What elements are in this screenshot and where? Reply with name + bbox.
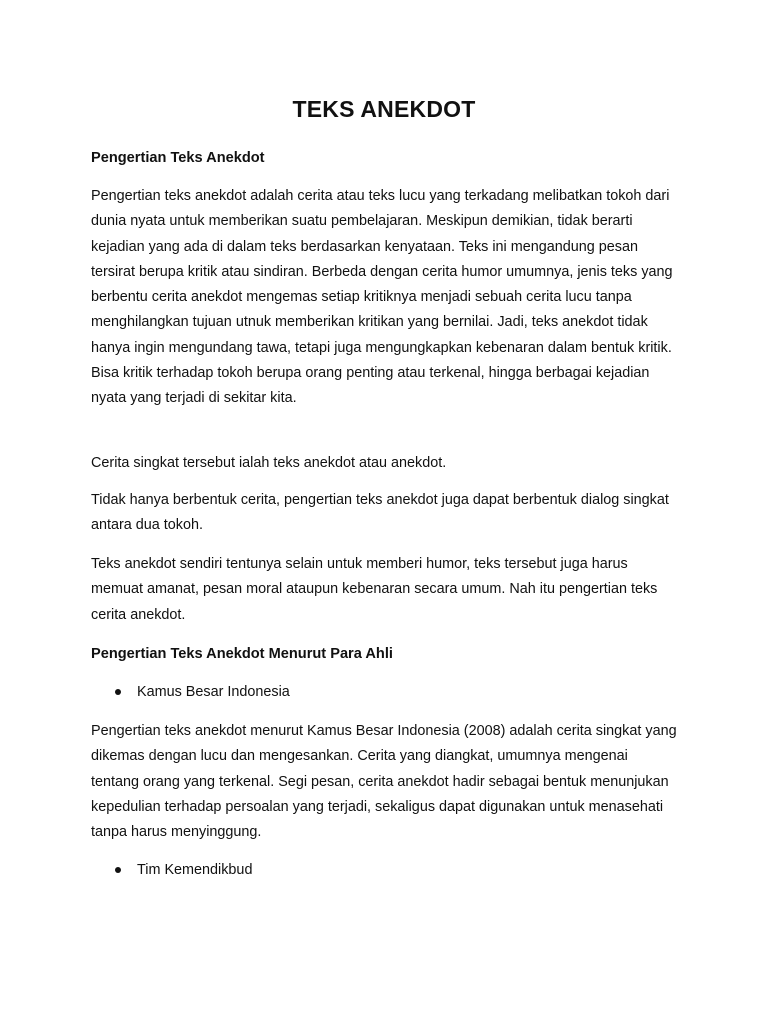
paragraph-moral: Teks anekdot sendiri tentunya selain untuk memberi humor, teks tersebut juga harus memuat amanat, pesan moral ataupun kebenaran secara umum. Nah itu pengertian teks cerita anekdot. [91,556,658,623]
paragraph-short-story: Cerita singkat tersebut ialah teks anekdot atau anekdot. [91,455,447,471]
section-heading-para-ahli: Pengertian Teks Anekdot Menurut Para Ahli [91,646,393,662]
section-heading-pengertian: Pengertian Teks Anekdot [91,150,265,166]
paragraph-definition: Pengertian teks anekdot adalah cerita atau teks lucu yang terkadang melibatkan tokoh dari dunia nyata untuk memberikan suatu pembelajaran. Meskipun demikian, tidak berarti kejadian yang ada di dalam teks berdasarkan kenyataan. Teks ini mengandung pesan tersirat berupa kritik atau sindiran. Berbeda dengan cerita humor umumnya, jenis teks yang berbentu cerita anekdot mengemas setiap kritiknya menjadi sebuah cerita lucu tanpa menghilangkan tujuan utnuk memberikan kritikan yang bernilai. Jadi, teks anekdot tidak hanya ingin mengundang tawa, tetapi juga mengungkapkan kebenaran dalam bentuk kritik. Bisa kritik terhadap tokoh berupa orang penting atau terkenal, hingga berbagai kejadian nyata yang terjadi di sekitar kita. [91,188,673,407]
bullet-item-kamus [115,684,290,700]
paragraph-dialog: Tidak hanya berbentuk cerita, pengertian teks anekdot juga dapat berbentuk dialog singkat antara dua tokoh. [91,492,669,534]
bullet-item-kemendikbud [115,862,252,878]
bullet-icon [115,689,121,695]
document-title: TEKS ANEKDOT [292,96,476,122]
paragraph-kamus: Pengertian teks anekdot menurut Kamus Besar Indonesia (2008) adalah cerita singkat yang dikemas dengan lucu dan mengesankan. Cerita yang diangkat, umumnya mengenai tentang orang yang terkenal. Segi pesan, cerita anekdot hadir sebagai bentuk menunjukan kepedulian terhadap persoalan yang terjadi, sekaligus dapat digunakan untuk menasehati tanpa harus menyinggung. [91,723,677,841]
bullet-label: Kamus Besar Indonesia [137,684,290,700]
bullet-label: Tim Kemendikbud [137,862,253,878]
bullet-icon [115,867,121,873]
